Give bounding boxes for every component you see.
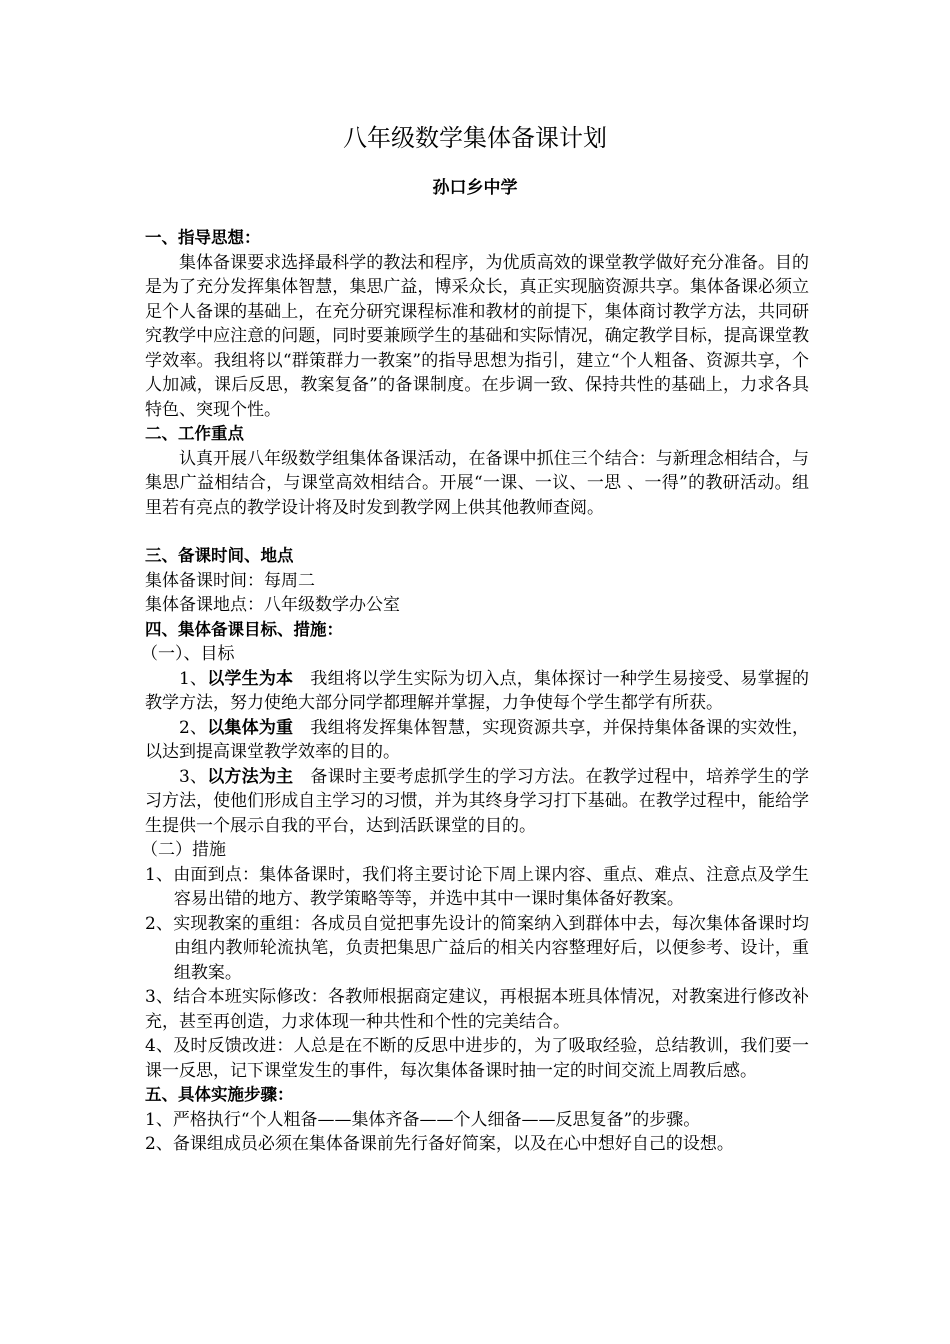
measures-label: （二）措施 bbox=[141, 840, 226, 860]
document-body bbox=[141, 226, 809, 1157]
goals-label: （一）、目标 bbox=[141, 644, 235, 664]
step-item: 1、严格执行“个人粗备——集体齐备——个人细备——反思复备”的步骤。 bbox=[145, 1109, 701, 1130]
goal-item bbox=[145, 765, 809, 839]
meeting-place: 集体备课地点：八年级数学办公室 bbox=[145, 595, 400, 615]
section-5-heading: 五、具体实施步骤： bbox=[145, 1085, 294, 1104]
goal-text: 备课时主要考虑抓学生的学习方法。在教学过程中，培养学生的学习方法，使他们形成自主学习的习惯，并为其终身学习打下基础。在教学过程中，能给学生提供一个展示自我的平台，达到活跃课堂的目的。 bbox=[145, 766, 809, 836]
measure-item: 3、结合本班实际修改：各教师根据商定建议，再根据本班具体情况，对教案进行修改补充，甚至再创造，力求体现一种共性和个性的完美结合。 bbox=[145, 987, 809, 1032]
meeting-time: 集体备课时间：每周二 bbox=[145, 570, 315, 591]
goal-number: 2、 bbox=[179, 717, 208, 738]
measure-item: 4、及时反馈改进：人总是在不断的反思中进步的，为了吸取经验，总结教训，我们要一课一反思，记下课堂发生的事件，每次集体备课时抽一定的时间交流上周教后感。 bbox=[145, 1036, 809, 1081]
section-2-paragraph: 认真开展八年级数学组集体备课活动，在备课中抓住三个结合：与新理念相结合，与集思广益相结合，与课堂高效相结合。开展“一课、一议、一思 、一得”的教研活动。组里若有亮点的教学设计将及时发到教学网上供其他教师查阅。 bbox=[145, 448, 809, 518]
measure-item: 2、实现教案的重组：各成员自觉把事先设计的简案纳入到群体中去，每次集体备课时均由组内教师轮流执笔，负责把集思广益后的相关内容整理好后，以便参考、设计，重组教案。 bbox=[145, 913, 809, 983]
goal-text: 我组将以学生实际为切入点，集体探讨一种学生易接受、易掌握的教学方法，努力使绝大部分同学都理解并掌握，力争使每个学生都学有所获。 bbox=[145, 668, 809, 713]
goal-text: 我组将发挥集体智慧，实现资源共享，并保持集体备课的实效性，以达到提高课堂教学效率的目的。 bbox=[145, 717, 809, 762]
section-3-heading: 三、备课时间、地点 bbox=[145, 546, 294, 565]
section-1-heading: 一、指导思想： bbox=[145, 228, 261, 247]
goal-lead: 以集体为重 bbox=[207, 717, 294, 738]
spacer bbox=[145, 520, 809, 544]
goal-number: 3、 bbox=[179, 766, 208, 787]
goal-item bbox=[145, 667, 809, 716]
measure-item: 1、由面到点：集体备课时，我们将主要讨论下周上课内容、重点、难点、注意点及学生容易出错的地方、教学策略等等，并选中其中一课时集体备好教案。 bbox=[145, 864, 809, 909]
section-4-heading-part-a: 四、集体备课目标、 bbox=[145, 619, 294, 639]
document-title: 八年级数学集体备课计划 bbox=[343, 124, 607, 152]
step-item: 2、备课组成员必须在集体备课前先行备好简案，以及在心中想好自己的设想。 bbox=[145, 1134, 734, 1154]
section-1-paragraph: 集体备课要求选择最科学的教法和程序，为优质高效的课堂教学做好充分准备。目的是为了充分发挥集体智慧，集思广益，博采众长，真正实现脑资源共享。集体备课必须立足个人备课的基础上，在充分研究课程标准和教材的前提下，集体商讨教学方法，共同研究教学中应注意的问题，同时要兼顾学生的基础和实际情况，确定教学目标，提高课堂教学效率。我组将以“群策群力一教案”的指导思想为指引，建立“个人粗备、资源共享，个人加减，课后反思，教案复备”的备课制度。在步调一致、保持共性的基础上，力求各具特色、突现个性。 bbox=[145, 252, 809, 420]
goal-item bbox=[145, 716, 809, 765]
goal-number: 1、 bbox=[179, 668, 208, 689]
section-4-heading bbox=[145, 618, 809, 643]
school-name: 孙口乡中学 bbox=[432, 178, 518, 198]
goal-lead: 以方法为主 bbox=[207, 766, 294, 787]
goal-lead: 以学生为本 bbox=[207, 668, 294, 689]
section-4-heading-part-b: 措施： bbox=[293, 619, 343, 639]
section-2-heading: 二、工作重点 bbox=[145, 424, 244, 443]
